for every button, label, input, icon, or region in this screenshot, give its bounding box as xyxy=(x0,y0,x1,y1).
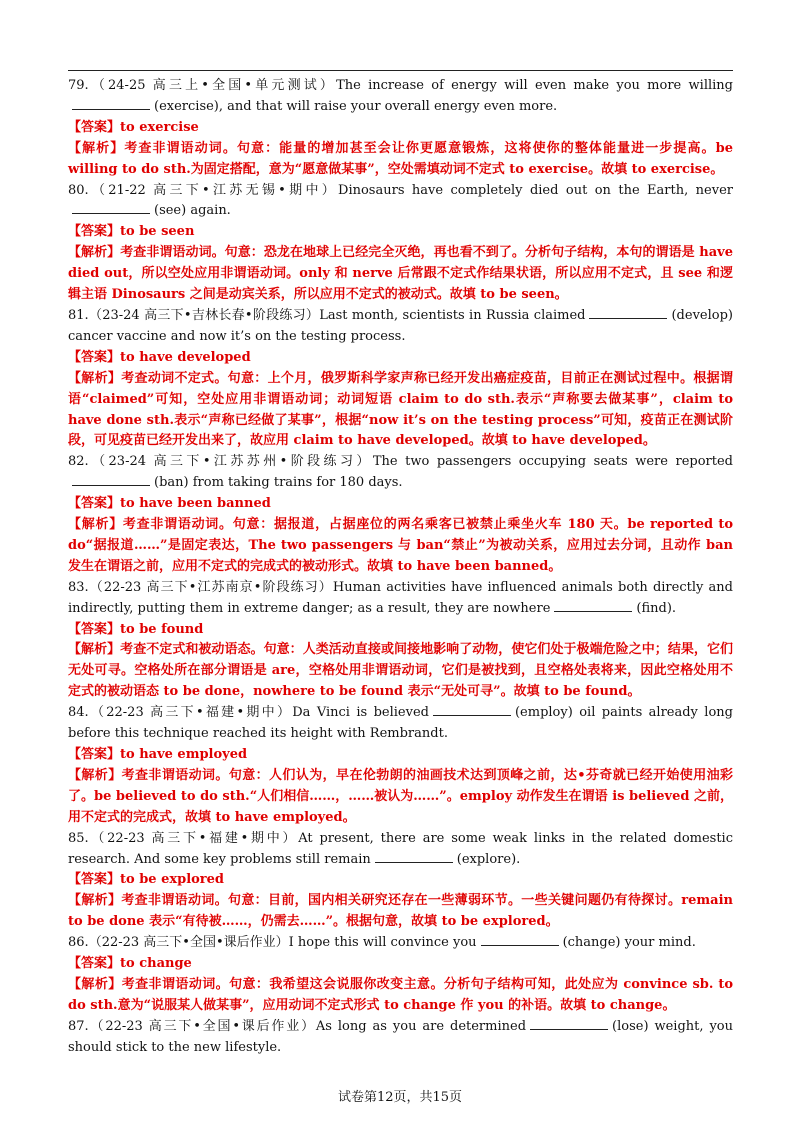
question-number: 84. xyxy=(68,705,89,721)
answer-blank xyxy=(375,850,453,863)
question-text: Dinosaurs have completely died out on the Earth, never xyxy=(338,182,733,198)
question-81 xyxy=(68,306,733,348)
question-text: (employ) oil paints already long before this technique reached its height with Rembrandt. xyxy=(68,705,733,742)
answer-82: 【答案】to have been banned xyxy=(68,496,271,512)
question-79 xyxy=(68,76,733,118)
answer-85: 【答案】to be explored xyxy=(68,872,225,888)
question-87 xyxy=(68,1017,733,1059)
question-text: At present, there are some weak links in the related domestic research. And some key problems still remain xyxy=(68,830,733,867)
question-number: 86. xyxy=(68,935,89,951)
analysis-79: 【解析】考查非谓语动词。句意：能量的增加甚至会让你更愿意锻炼，这将使你的整体能量进一步提高。be willing to do sth.为固定搭配，意为“愿意做某事”，空处需填动词不定式 to exercise。故填 to exercise。 xyxy=(68,140,733,177)
answer-blank xyxy=(72,201,150,214)
question-text: Last month, scientists in Russia claimed xyxy=(319,307,586,323)
answer-81: 【答案】to have developed xyxy=(68,349,251,365)
analysis-84: 【解析】考查非谓语动词。句意：人们认为，早在伦勃朗的油画技术达到顶峰之前，达•芬奇就已经开始使用油彩了。be believed to do sth.“人们相信……，……被认为……”。employ 动作发生在谓语 is believed 之前，用不定式的完成式，故填 to have employed。 xyxy=(68,767,733,825)
question-number: 87. xyxy=(68,1018,89,1034)
question-source: （22-23 高三下•江苏南京•阶段练习） xyxy=(88,579,333,595)
question-text: (ban) from taking trains for 180 days. xyxy=(154,475,403,491)
question-text: (find). xyxy=(636,600,677,616)
question-text: (explore). xyxy=(456,851,521,867)
question-source: （23-24 高三下•吉林长春•阶段练习） xyxy=(88,307,320,323)
question-83 xyxy=(68,578,733,620)
question-number: 81. xyxy=(68,307,89,323)
question-text: The increase of energy will even make you more willing xyxy=(336,78,733,93)
answer-blank xyxy=(530,1017,608,1030)
question-source: （21-22 高三下•江苏无锡•期中） xyxy=(88,182,339,198)
question-82 xyxy=(68,452,733,494)
answer-blank xyxy=(72,97,150,110)
question-number: 83. xyxy=(68,579,89,595)
analysis-86: 【解析】考查非谓语动词。句意：我希望这会说服你改变主意。分析句子结构可知，此处应为 convince sb. to do sth.意为“说服某人做某事”，应用动词不定式形式 to change 作 you 的补语。故填 to change。 xyxy=(68,976,733,1013)
question-86 xyxy=(68,933,733,954)
header-rule xyxy=(68,70,733,71)
question-source: （22-23 高三下•全国•课后作业） xyxy=(88,935,289,951)
analysis-83: 【解析】考查不定式和被动语态。句意：人类活动直接或间接地影响了动物，使它们处于极端危险之中；结果，它们无处可寻。空格处所在部分谓语是 are，空格处用非谓语动词，它们是被找到，且空格处表将来，因此空格处用不定式的被动语态 to be done，nowhere to be found 表示“无处可寻”。故填 to be found。 xyxy=(68,642,733,700)
answer-blank xyxy=(433,703,511,716)
answer-blank xyxy=(589,306,667,319)
analysis-82: 【解析】考查非谓语动词。句意：据报道，占据座位的两名乘客已被禁止乘坐火车 180 天。be reported to do“据报道……”是固定表达，The two passengers 与 ban“禁止”为被动关系，应用过去分词，且动作 ban 发生在谓语之前，应用不定式的完成式的被动形式。故填 to have been banned。 xyxy=(68,517,733,574)
question-list xyxy=(68,76,733,1059)
analysis-80: 【解析】考查非谓语动词。句意：恐龙在地球上已经完全灭绝，再也看不到了。分析句子结构，本句的谓语是 have died out，所以空处应用非谓语动词。only 和 nerve 后常跟不定式作结果状语，所以应用不定式，且 see 和逻辑主语 Dinosaurs 之间是动宾关系，所以应用不定式的被动式。故填 to be seen。 xyxy=(68,245,733,303)
question-text: (change) your mind. xyxy=(562,935,696,951)
question-text: (lose) weight, you should stick to the new lifestyle. xyxy=(68,1018,733,1055)
question-text: As long as you are determined xyxy=(315,1018,527,1034)
question-source: （22-23 高三下•福建•期中） xyxy=(88,705,293,721)
answer-blank xyxy=(72,473,150,486)
question-text: Da Vinci is believed xyxy=(292,705,429,721)
answer-blank xyxy=(554,599,632,612)
answer-blank xyxy=(481,933,559,946)
answer-79: 【答案】to exercise xyxy=(68,119,199,135)
question-source: （22-23 高三下•福建•期中） xyxy=(88,830,299,846)
question-text: Human activities have influenced animals both directly and indirectly, putting them in extreme danger; as a result, they are nowhere xyxy=(68,579,733,616)
question-text: (exercise), and that will raise your overall energy even more. xyxy=(154,98,558,114)
question-number: 80. xyxy=(68,182,89,198)
question-text: (see) again. xyxy=(154,203,231,219)
answer-80: 【答案】to be seen xyxy=(68,224,195,240)
question-number: 85. xyxy=(68,830,89,846)
question-source: （24-25 高三上•全国•单元测试） xyxy=(88,78,337,93)
analysis-85: 【解析】考查非谓语动词。句意：目前，国内相关研究还存在一些薄弱环节。一些关键问题仍有待探讨。remain to be done 表示“有待被……，仍需去……”。根据句意，故填 to be explored。 xyxy=(68,893,733,930)
question-84 xyxy=(68,703,733,745)
question-number: 82. xyxy=(68,454,89,470)
question-source: （23-24 高三下•江苏苏州•阶段练习） xyxy=(88,454,373,470)
question-number: 79. xyxy=(68,78,89,93)
answer-83: 【答案】to be found xyxy=(68,621,204,637)
analysis-81: 【解析】考查动词不定式。句意：上个月，俄罗斯科学家声称已经开发出癌症疫苗，目前正在测试过程中。根据谓语“claimed”可知，空处应用非谓语动词；动词短语 claim to do sth.表示“声称要去做某事”，claim to have done sth.表示“声称已经做了某事”，根据“now it’s on the testing process”可知，疫苗正在测试阶段，可见疫苗已经开发出来了，故应用 claim to have developed。故填 to have developed。 xyxy=(68,370,733,449)
question-source: （22-23 高三下•全国•课后作业） xyxy=(88,1018,316,1034)
answer-84: 【答案】to have employed xyxy=(68,747,248,762)
answer-86: 【答案】to change xyxy=(68,956,192,972)
question-text: I hope this will convince you xyxy=(288,935,477,951)
question-text: The two passengers occupying seats were reported xyxy=(372,454,733,470)
question-80 xyxy=(68,181,733,223)
question-text: (develop) cancer vaccine and now it’s on the testing process. xyxy=(68,307,733,344)
page-footer: 试卷第12页，共15页 xyxy=(337,1090,463,1105)
question-85 xyxy=(68,829,733,871)
